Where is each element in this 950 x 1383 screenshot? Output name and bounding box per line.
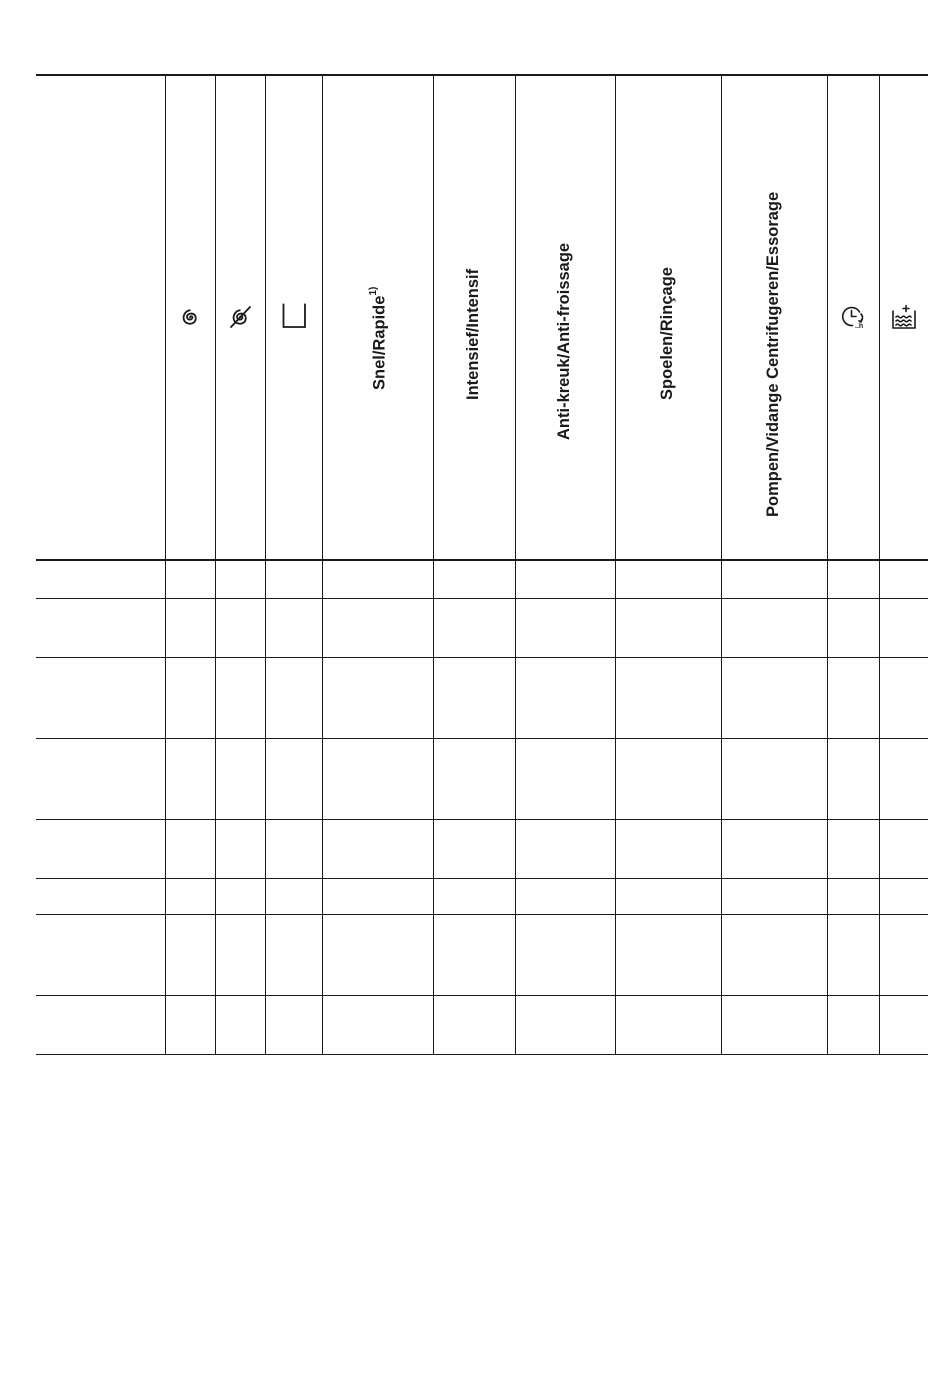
column-divider bbox=[433, 75, 434, 1055]
column-divider bbox=[827, 75, 828, 1055]
row-divider bbox=[36, 819, 928, 820]
header-intensive bbox=[465, 269, 482, 400]
column-divider bbox=[615, 75, 616, 1055]
header-anti-crease-label: Anti-kreuk/Anti-froissage bbox=[555, 242, 573, 440]
header-bottom-border bbox=[36, 559, 928, 561]
column-divider bbox=[515, 75, 516, 1055]
column-divider bbox=[879, 75, 880, 1055]
header-drain-spin-label: Pompen/Vidange Centrifugeren/Essorage bbox=[764, 191, 782, 517]
header-quick-label: Snel/Rapide bbox=[370, 295, 389, 390]
column-divider bbox=[721, 75, 722, 1055]
row-divider bbox=[36, 598, 928, 599]
row-divider bbox=[36, 995, 928, 996]
header-rinse bbox=[659, 267, 676, 400]
rinse-hold-icon bbox=[280, 302, 308, 330]
extra-water-icon bbox=[890, 303, 918, 331]
header-intensive-label: Intensief/Intensif bbox=[464, 268, 482, 400]
time-delay-icon bbox=[839, 303, 867, 331]
header-rinse-label: Spoelen/Rinçage bbox=[658, 267, 676, 400]
table-bottom-border bbox=[36, 1054, 928, 1055]
row-divider bbox=[36, 657, 928, 658]
row-divider bbox=[36, 878, 928, 879]
column-divider bbox=[322, 75, 323, 1055]
header-anti-crease bbox=[556, 243, 573, 440]
column-divider bbox=[215, 75, 216, 1055]
svg-text:..h: ..h bbox=[855, 323, 864, 330]
column-divider bbox=[165, 75, 166, 1055]
no-spin-icon bbox=[226, 303, 254, 331]
row-divider bbox=[36, 738, 928, 739]
column-divider bbox=[265, 75, 266, 1055]
spin-icon bbox=[176, 303, 204, 331]
header-drain-spin bbox=[765, 192, 782, 517]
table-top-border bbox=[36, 74, 928, 76]
header-quick-footnote: 1) bbox=[368, 286, 379, 296]
row-divider bbox=[36, 914, 928, 915]
header-quick bbox=[368, 286, 389, 390]
